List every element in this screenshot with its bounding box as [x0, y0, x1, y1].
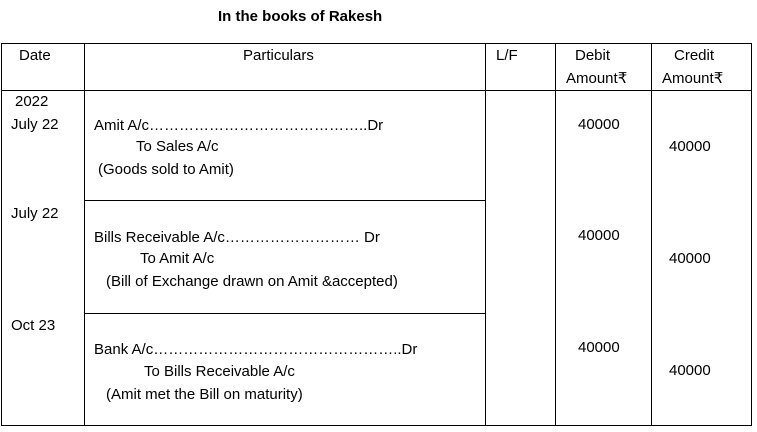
entry-credit-amount: 40000	[669, 138, 711, 155]
page-title: In the books of Rakesh	[218, 8, 383, 25]
header-debit-amount: Amount₹	[566, 70, 628, 87]
entry-credit-line: To Amit A/c	[140, 250, 215, 267]
entry-separator	[84, 200, 486, 201]
header-date: Date	[19, 47, 51, 64]
header-debit: Debit	[575, 47, 611, 64]
entry-narration: (Amit met the Bill on maturity)	[106, 386, 303, 403]
entry-credit-line: To Sales A/c	[136, 138, 219, 155]
header-rule	[1, 90, 752, 91]
entry-debit-line: Bank A/c…………………………………………..Dr	[94, 341, 418, 358]
entry-narration: (Bill of Exchange drawn on Amit &accepted)	[106, 273, 398, 290]
entry-credit-amount: 40000	[669, 250, 711, 267]
header-particulars: Particulars	[243, 47, 314, 64]
header-credit: Credit	[674, 47, 715, 64]
column-divider-debit	[651, 43, 652, 426]
entry-debit-amount: 40000	[578, 116, 620, 133]
entry-year: 2022	[15, 93, 49, 110]
entry-debit-amount: 40000	[578, 339, 620, 356]
column-divider-particulars	[485, 43, 486, 426]
header-lf: L/F	[496, 47, 518, 64]
entry-date: July 22	[11, 205, 59, 222]
entry-credit-amount: 40000	[669, 362, 711, 379]
entry-debit-amount: 40000	[578, 227, 620, 244]
entry-debit-line: Amit A/c……………………………………..Dr	[94, 117, 384, 134]
entry-date: Oct 23	[11, 317, 56, 334]
entry-debit-line: Bills Receivable A/c……………………… Dr	[94, 229, 380, 246]
column-divider-lf	[555, 43, 556, 426]
entry-separator	[84, 313, 486, 314]
column-divider-date	[84, 43, 85, 426]
entry-date: July 22	[11, 116, 59, 133]
entry-credit-line: To Bills Receivable A/c	[144, 363, 295, 380]
header-credit-amount: Amount₹	[662, 70, 724, 87]
entry-narration: (Goods sold to Amit)	[98, 161, 234, 178]
